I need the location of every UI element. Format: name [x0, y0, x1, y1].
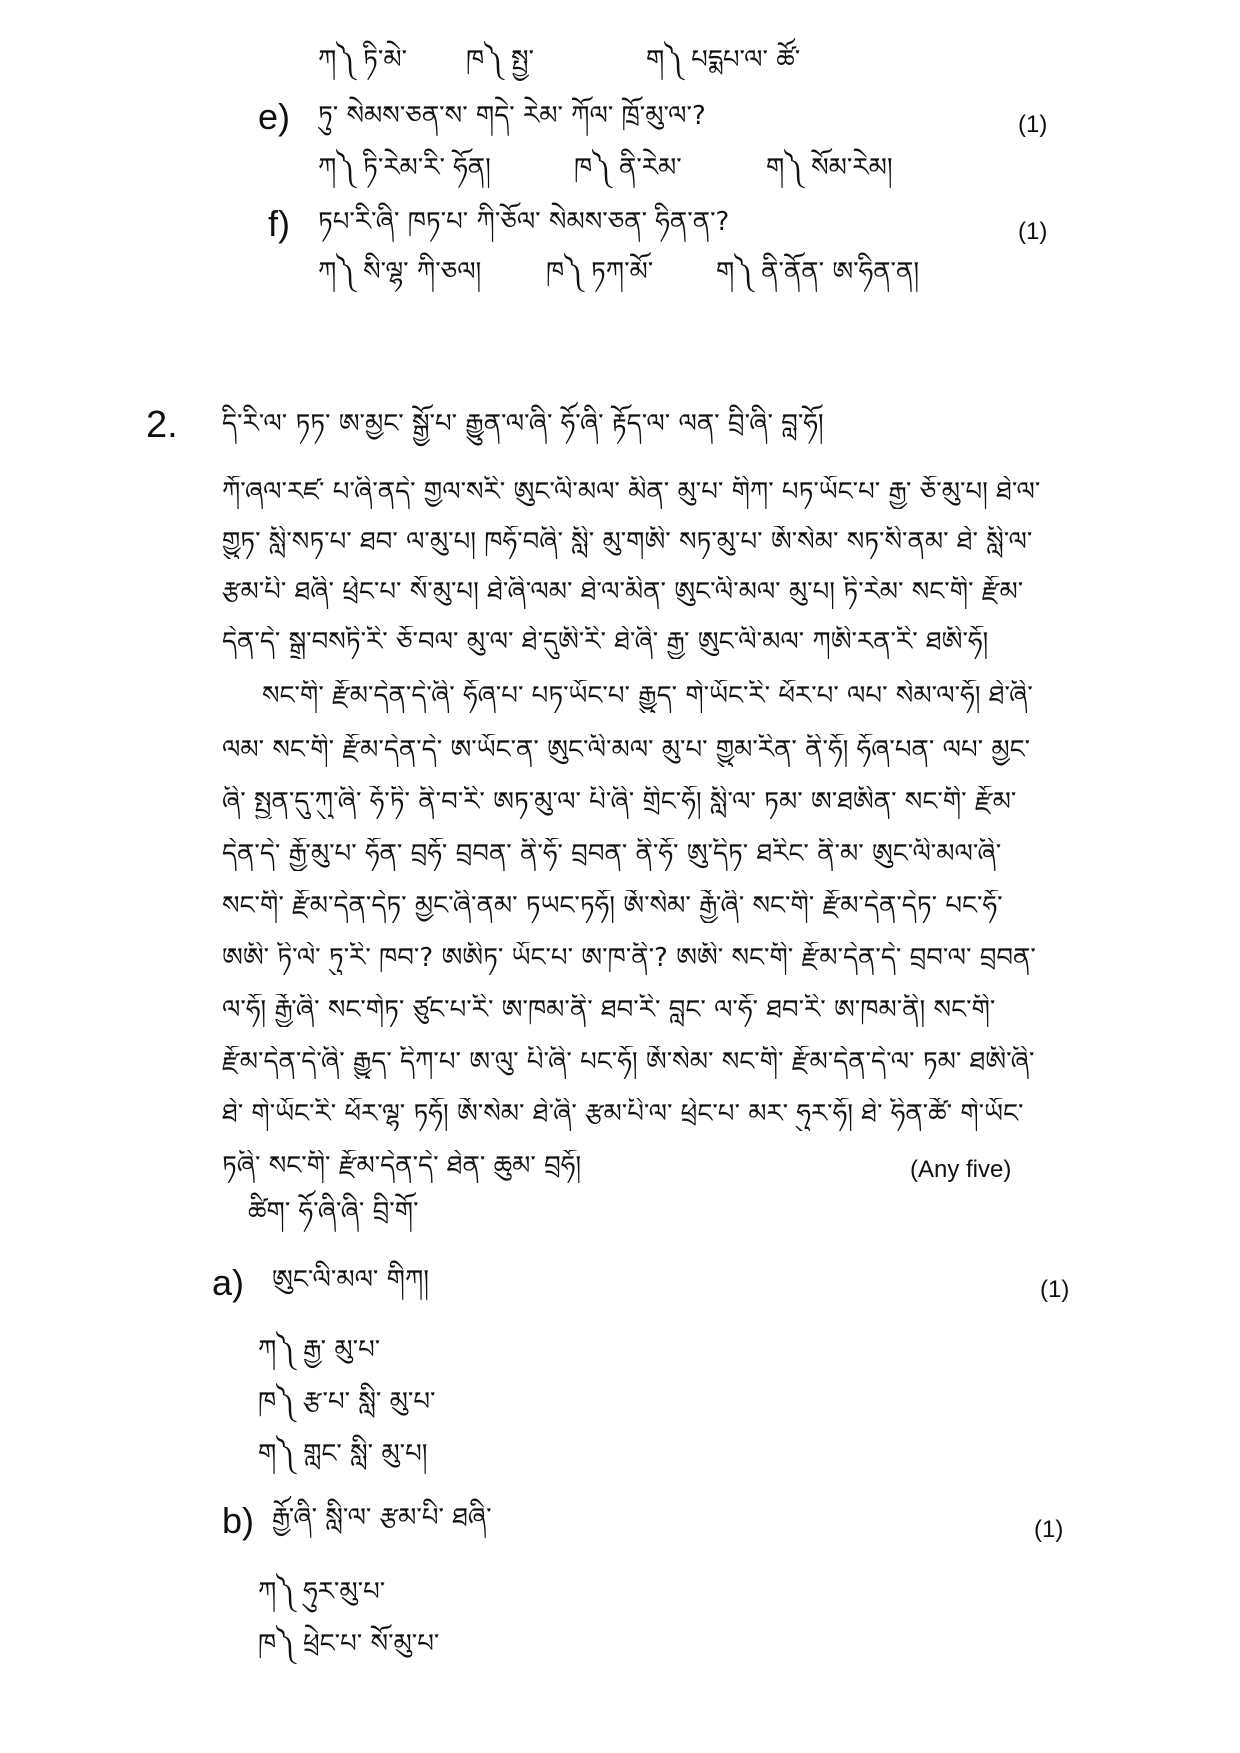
question-f-marks: (1)	[1018, 218, 1048, 245]
option-e-3: ག༽ སོམ་རེམ།	[766, 153, 893, 183]
question-e-label: e)	[258, 96, 291, 137]
passage-line: རྩམ་པི་ ཐཞི་ ཕྲེང་པ་ སོ་མུ་པ། ཐེ་ཞི་ལམ་ ཐེ་ལ་མིན་ ཨུང་ལི་མལ་ མུ་པ། ཏི་རེམ་ སང་གི་ རྫོམ་	[222, 577, 1024, 607]
question-2-instruction: དི་རི་ལ་ ཏཏ་ ཨ་མྱང་ སྒྱོ་པ་ རྒྱུན་ལ་ཞི་ ཧོ་ཞི་ རྟོད་ལ་ ལན་ བྲི་ཞི་ བླ་ཧོ།	[222, 409, 824, 439]
option-d-1: ཀ༽ ཏི་མེ་	[318, 45, 408, 75]
option-e-2: ཁ༽ ནི་རེམ་	[574, 153, 682, 183]
question-b-label: b)	[222, 1500, 255, 1541]
option-e-1: ཀ༽ ཏི་རེམ་རི་ ཧོན།	[318, 153, 491, 183]
option-b-2: ཁ༽ ཕྲེང་པ་ སོ་མུ་པ་	[258, 1629, 440, 1659]
passage-line: ལ་ཧོ། རྒྱོ་ཞི་ སང་གེཏ་ ཙུང་པ་རི་ ཨ་ཁམ་ནི་ ཐབ་རི་ བླང་ ལ་ཧོ་ ཐབ་རི་ ཨ་ཁམ་ནི། སང་གི་	[222, 995, 996, 1025]
passage-line: རྫོམ་དེན་དེ་ཞི་ རྒྱུད་ དིཀ་པ་ ཨ་ལུ་ པི་ཞི་ པང་ཧོ། ཨོ་སེམ་ སང་གི་ རྫོམ་དེན་དེ་ལ་ ཏམ་ ཐཨི་ཞི་	[222, 1047, 1035, 1077]
question-e-text: ཏུ་ སེམས་ཅན་ས་ གདེ་ རེམ་ ཀོལ་ ཁྲོ་མུ་ལ་?	[318, 101, 706, 131]
option-d-2: ཁ༽ སྤྱ་	[466, 45, 535, 75]
question-a-marks: (1)	[1040, 1276, 1070, 1303]
passage-line: དེན་དེ་ རྒྱོ་མུ་པ་ ཧོན་ བྲཧོ་ བྲབན་ ནི་ཧོ་ བྲབན་ ནི་ཧོ་ ཨུ་དིཏ་ ཐརིང་ ནི་མ་ ཨུང་ལི་མལ་ཞི་	[222, 839, 1002, 869]
passage-line: དེན་དེ་ སྒྲ་བསཏི་རི་ ཅོ་བལ་ མུ་ལ་ ཐེ་དུཨི་རི་ ཐེ་ཞི་ རྒྱ་ ཨུང་ལི་མལ་ ཀཨི་རན་རི་ ཐཨི་ཧོ།	[222, 627, 989, 657]
option-a-2: ཁ༽ རྩ་པ་ སླི་ མུ་པ་	[258, 1387, 436, 1417]
question-a-text: ཨུང་ལི་མལ་ གིཀ།	[272, 1265, 430, 1295]
question-b-marks: (1)	[1034, 1516, 1064, 1543]
question-f-label: f)	[268, 203, 290, 244]
passage-line: སང་གི་ རྫོམ་དེན་དེ་ཞི་ ཧོཞ་པ་ པཏ་ཡོང་པ་ རྒྱུད་ གེ་ཡོང་རི་ ཕོར་པ་ ལཔ་ སེམ་ལ་ཧོ། ཐེ་ཞི་	[262, 681, 1033, 711]
question-2-sub-instruction: ཚིག་ ཧོ་ཞི་ཞི་ བྲི་གོ་	[248, 1197, 419, 1227]
option-f-3: ག༽ ནི་ནོན་ ཨ་ཧིན་ན།	[716, 257, 920, 287]
question-e-marks: (1)	[1018, 111, 1048, 138]
passage-line: ཐེ་ གེ་ཡོང་རི་ ཕོར་ལྷ་ ཏཧོ། ཨོ་སེམ་ ཐེ་ཞི་ རྩམ་པི་ལ་ ཕྲེང་པ་ མར་ ཧུར་ཧོ། ཐེ་ ཧིན་ཚོ་ གེ་ཡོང་	[222, 1099, 1024, 1129]
any-five-note: (Any five)	[910, 1156, 1012, 1183]
option-a-3: ག༽ གླང་ སླི་ མུ་པ།	[258, 1439, 428, 1469]
passage-line: ལམ་ སང་གི་ རྫོམ་དེན་དེ་ ཨ་ཡོང་ན་ ཨུང་ལི་མལ་ མུ་པ་ གྱུམ་རིན་ ནི་ཧོ། ཧོཞ་པན་ ལཔ་ མྱང་	[222, 735, 1031, 765]
question-2-number: 2.	[146, 404, 178, 446]
option-f-1: ཀ༽ སི་ལྷ་ ཀི་ཅལ།	[318, 257, 482, 287]
passage-line: ཏཞི་ སང་གི་ རྫོམ་དེན་དེ་ ཐེན་ ཆུམ་ བྲཧོ།	[222, 1151, 582, 1181]
option-b-1: ཀ༽ ཧུར་མུ་པ་	[258, 1577, 386, 1607]
question-f-text: ཏཔ་རི་ཞི་ ཁཏ་པ་ ཀི་ཅོལ་ སེམས་ཅན་ ཧིན་ན་?	[318, 207, 730, 237]
question-b-text: རྒྱོ་ཞི་ སླི་ལ་ རྩམ་པི་ ཐཞི་	[272, 1503, 492, 1533]
passage-line: ཀོ་ཞལ་རཛ་ པ་ཞི་ནདེ་ གྱལ་སརི་ ཨུང་ལི་མལ་ མིན་ མུ་པ་ གིཀ་ པཏ་ཡོང་པ་ རྒྱ་ ཅོ་མུ་པ། ཐེ་ལ་	[222, 477, 1041, 507]
passage-line: ཞི་ སྤྱན་དུ་ཀུ་ཞི་ ཧོ་ཏི་ ནི་བ་རི་ ཨཏ་མུ་ལ་ པི་ཞི་ གྲིང་ཧོ། སླི་ལ་ ཏམ་ ཨ་ཐཨིན་ སང་གི་ རྫོམ་	[222, 787, 1017, 817]
question-a-label: a)	[212, 1262, 245, 1303]
passage-line: སང་གི་ རྫོམ་དེན་དེཏ་ མྱང་ཞི་ནམ་ ཏཡང་ཏཧོ། ཨོ་སེམ་ རྒྱོ་ཞི་ སང་གི་ རྫོམ་དེན་དེཏ་ པང་ཧོ་	[222, 891, 1003, 921]
option-f-2: ཁ༽ ཏཀ་མོ་	[546, 257, 654, 287]
passage-line: གྱུཏ་ སླི་སཏ་པ་ ཐབ་ ལ་མུ་པ། ཁཧོ་བཞི་ སླི་ མུ་གཨི་ སཏ་མུ་པ་ ཨོ་སེམ་ སཏ་སི་ནམ་ ཐེ་ སླི་ལ་	[222, 527, 1033, 557]
passage-line: ཨཨི་ ཏི་ལེ་ ཏུ་རི་ ཁབ་? ཨཨིཏ་ ཡོང་པ་ ཨ་ཁ་ནི་? ཨཨི་ སང་གི་ རྫོམ་དེན་དེ་ བྲབ་ལ་ བྲབན་	[222, 943, 1036, 973]
option-d-3: ག༽ པདྨཔ་ལ་ ཚོ་	[646, 45, 801, 75]
option-a-1: ཀ༽ རྒྱ་ མུ་པ་	[258, 1335, 381, 1365]
